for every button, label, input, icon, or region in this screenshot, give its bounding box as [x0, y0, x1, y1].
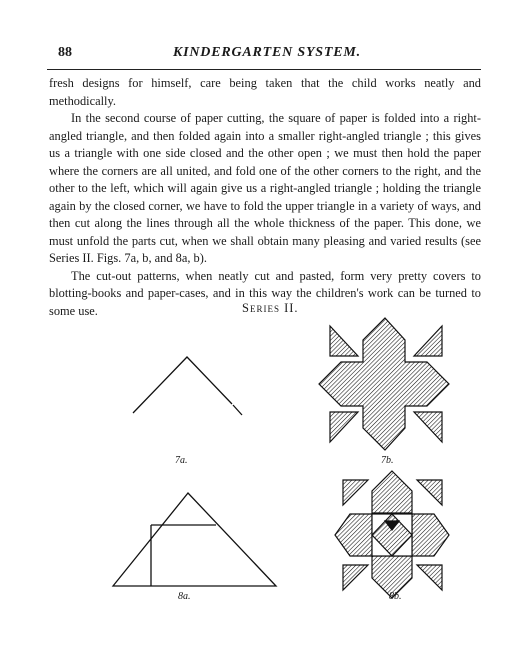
paragraph-continued: fresh designs for himself, care being taken that the child works neatly and methodically. — [49, 76, 481, 108]
page-number: 88 — [58, 45, 72, 60]
figure-7a-fold-diagram — [133, 357, 242, 415]
figure-8a-label: 8a. — [178, 591, 191, 602]
figure-7b-cross-pattern — [319, 318, 449, 450]
paragraph-cut-out-patterns: The cut-out patterns, when neatly cut and pasted, form very pretty covers to blotting-books and paper-cases, and in this way the children's work can be turned to some use. — [49, 268, 481, 318]
figure-8b-star-pattern — [335, 471, 449, 598]
paragraph-second-course: In the second course of paper cutting, the square of paper is folded into a right-angled triangle, and then folded again into a smaller right-angled triangle ; this gives us a triangle with one side closed and the other open ; we must then hold the paper where the corners are all united, and fold one of the other corners to the right, and the other to the left, which will again give us a right-angled triangle ; holding the triangle again by the closed corner, we have to fold the upper triangle in a variety of ways, and then cut along the lines through all the whole thickness of the paper. This done, we must unfold the parts cut, when we shall obtain many pleasing and varied results (see Series II. Figs. 7a, b, and 8a, b). — [49, 111, 481, 265]
figure-7b-label: 7b. — [381, 455, 394, 466]
figure-8b-label: 8b. — [389, 591, 402, 602]
running-head: KINDERGARTEN SYSTEM. — [173, 45, 361, 60]
series-title: Series II. — [242, 301, 299, 315]
figure-8a-triangle-diagram — [113, 493, 276, 586]
figure-7a-label: 7a. — [175, 455, 188, 466]
